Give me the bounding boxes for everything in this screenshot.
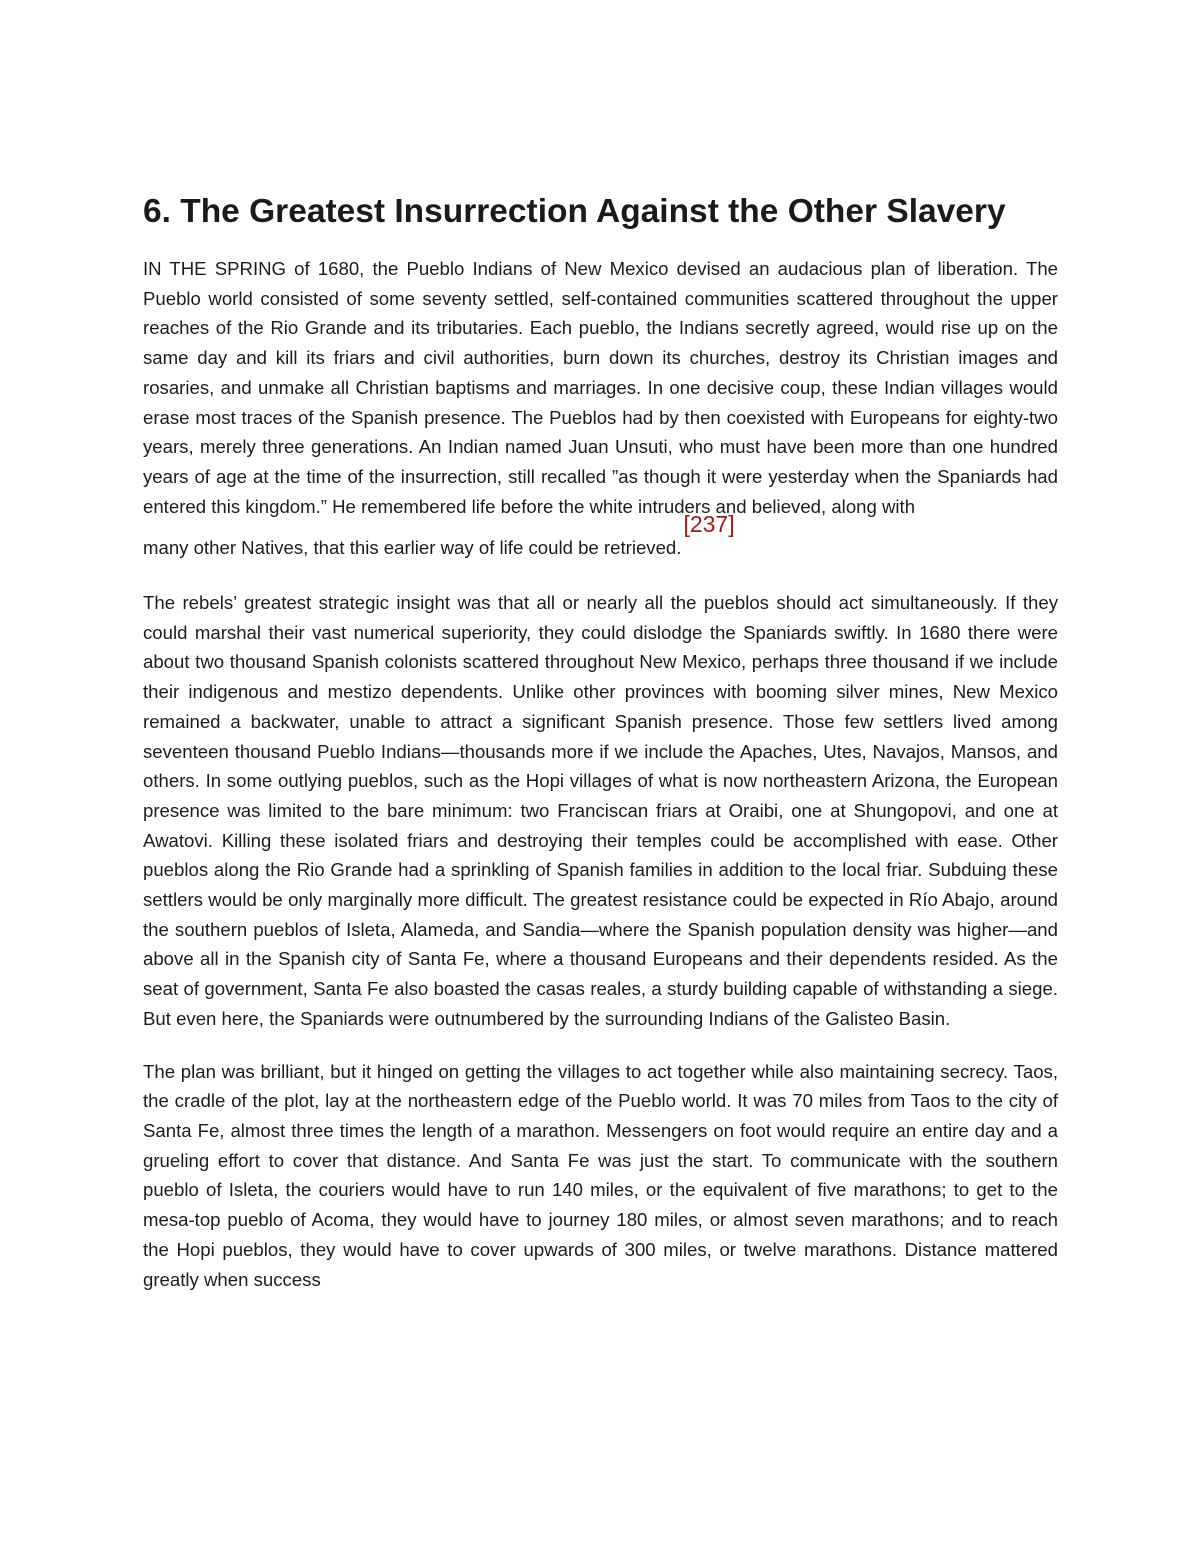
document-page xyxy=(143,190,1058,1294)
paragraph-1: IN THE SPRING of 1680, the Pueblo Indians of New Mexico devised an audacious plan of liberation. The Pueblo world consisted of some seventy settled, self-contained communities scattered throughout the upper reaches of the Rio Grande and its tributaries. Each pueblo, the Indians secretly agreed, would rise up on the same day and kill its friars and civil authorities, burn down its churches, destroy its Christian images and rosaries, and unmake all Christian baptisms and marriages. In one decisive coup, these Indian villages would erase most traces of the Spanish presence. The Pueblos had by then coexisted with Europeans for eighty-two years, merely three generations. An Indian named Juan Unsuti, who must have been more than one hundred years of age at the time of the insurrection, still recalled ”as though it were yesterday when the Spaniards had entered this kingdom.” He remembered life before the white intruders and believed, along with xyxy=(143,258,1058,517)
footnote-link-237[interactable]: [237] xyxy=(683,511,735,538)
chapter-title: 6. The Greatest Insurrection Against the Other Slavery xyxy=(143,193,1006,230)
paragraph-spacer xyxy=(143,563,1058,588)
paragraph-3: The plan was brilliant, but it hinged on getting the villages to act together while also maintaining secrecy. Taos, the cradle of the plot, lay at the northeastern edge of the Pueblo world. It was 70 miles from Taos to the city of Santa Fe, almost three times the length of a marathon. Messengers on foot would require an entire day and a grueling effort to cover that distance. And Santa Fe was just the start. To communicate with the southern pueblo of Isleta, the couriers would have to run 140 miles, or the equivalent of five marathons; to get to the mesa-top pueblo of Acoma, they would have to journey 180 miles, or almost seven marathons; and to reach the Hopi pueblos, they would have to cover upwards of 300 miles, or twelve marathons. Distance mattered greatly when success xyxy=(143,1060,1058,1290)
paragraph-1-end-text: many other Natives, that this earlier way of life could be retrieved. xyxy=(143,537,682,559)
paragraph-1-last-line xyxy=(143,511,1058,563)
paragraph-2: The rebels’ greatest strategic insight was that all or nearly all the pueblos should act simultaneously. If they could marshal their vast numerical superiority, they could dislodge the Spaniards swiftly. In 1680 there were about two thousand Spanish colonists scattered throughout New Mexico, perhaps three thousand if we include their indigenous and mestizo dependents. Unlike other provinces with booming silver mines, New Mexico remained a backwater, unable to attract a significant Spanish presence. Those few settlers lived among seventeen thousand Pueblo Indians—thousands more if we include the Apaches, Utes, Navajos, Mansos, and others. In some outlying pueblos, such as the Hopi villages of what is now northeastern Arizona, the European presence was limited to the bare minimum: two Franciscan friars at Oraibi, one at Shungopovi, and one at Awatovi. Killing these isolated friars and destroying their temples could be accomplished with ease. Other pueblos along the Rio Grande had a sprinkling of Spanish families in addition to the local friar. Subduing these settlers would be only marginally more difficult. The greatest resistance could be expected in Río Abajo, around the southern pueblos of Isleta, Alameda, and Sandia—where the Spanish population density was higher—and above all in the Spanish city of Santa Fe, where a thousand Europeans and their dependents resided. As the seat of government, Santa Fe also boasted the casas reales, a sturdy building capable of withstanding a siege. But even here, the Spaniards were outnumbered by the surrounding Indians of the Galisteo Basin. xyxy=(143,592,1058,1029)
